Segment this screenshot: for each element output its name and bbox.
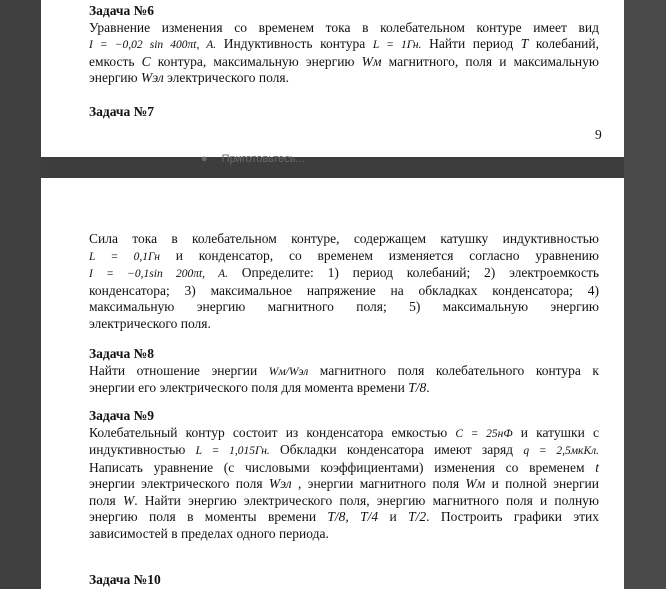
p9-symbol-W: W (122, 492, 135, 508)
p9-text: энергию поля в моменты времени (89, 509, 328, 524)
problem-9-heading: Задача №9 (89, 408, 154, 423)
p9-text: . Построить графики этих (426, 509, 599, 524)
right-scrollbar-area[interactable] (624, 0, 666, 589)
p8-text: Найти отношение энергии (89, 362, 269, 378)
p9-time-3: T/2 (408, 509, 427, 524)
problem-7-heading: Задача №7 (89, 104, 154, 119)
p9-symbol-Wm: Wм (465, 476, 486, 491)
p6-text: емкость (89, 53, 142, 69)
p9-text: Написать уравнение (с числовыми коэффициентами) изменения со временем (89, 459, 596, 475)
p6-symbol-Wm: Wм (361, 53, 382, 69)
p6-text: магнитного, поля и максимальную (381, 53, 599, 69)
p6-line1: Уравнение изменения со временем тока в колебательном контуре имеет вид (89, 19, 599, 35)
p9-time-2: T/4 (360, 509, 379, 524)
p9-text: , энергии магнитного поля (291, 476, 466, 491)
p6-text: колебаний, (528, 36, 599, 51)
p9-formula-charge: q = 2,5мкКл. (523, 445, 599, 457)
p8-time: T/8 (408, 380, 427, 395)
p9-formula-inductance: L = 1,015Гн. (195, 445, 270, 457)
page-number: 9 (595, 127, 602, 142)
p9-text: . Найти энергию электрического поля, энергию магнитного поля и полную (134, 492, 599, 508)
problem-8 (89, 346, 599, 397)
p7-text: и конденсатор, со временем изменяется согласно уравнению (159, 247, 599, 263)
document-page-top (41, 0, 624, 157)
p7-line: Сила тока в колебательном контуре, содержащем катушку индуктивностью (89, 231, 599, 246)
p6-symbol-T: T (520, 36, 529, 51)
p7-formula-current: I = −0,1sin 200πt, A. (89, 268, 229, 280)
p6-text: контура, максимальную энергию (150, 53, 362, 69)
problem-6-heading: Задача №6 (89, 3, 154, 18)
p6-text: Найти период (421, 36, 521, 51)
problem-8-heading: Задача №8 (89, 346, 154, 361)
p9-text: Колебательный контур состоит из конденсатора емкостью (89, 424, 456, 440)
p7-line: максимальную энергию магнитного поля; 5) максимальную энергию (89, 299, 599, 314)
p9-symbol-Wel: Wэл (268, 476, 292, 491)
p9-time-1: T/8, (327, 509, 349, 524)
problem-10-heading: Задача №10 (89, 572, 161, 587)
p6-text: энергию (89, 70, 141, 85)
p8-formula-ratio: Wм/Wэл (268, 365, 309, 378)
p6-symbol-Wel: Wэл (140, 70, 164, 85)
problem-7-text (89, 231, 599, 332)
p9-text: Обкладки конденсатора имеют заряд (269, 442, 524, 457)
p6-formula-current: I = −0,02 sin 400πt, A. (89, 39, 217, 51)
p8-text: . (426, 380, 430, 395)
p6-symbol-C: C (141, 53, 151, 69)
p8-text: энергии его электрического поля для момента времени (89, 380, 409, 395)
tooltip-text: Приготовьтесь... (221, 153, 305, 165)
p8-text: магнитного поля колебательного контура к (308, 362, 599, 378)
p9-text: индуктивностью (89, 442, 196, 457)
loading-tooltip (201, 153, 305, 165)
p6-text: Индуктивность контура (216, 36, 373, 51)
p9-text: и катушки с (512, 424, 599, 440)
p9-formula-capacitance: C = 25нФ (455, 427, 513, 440)
p7-line: электрического поля. (89, 315, 211, 331)
p6-text: электрического поля. (163, 70, 289, 85)
p9-text: поля (89, 492, 123, 508)
problem-6-text (89, 20, 599, 87)
p9-line: зависимостей в пределах одного периода. (89, 525, 329, 541)
tooltip-bullet-icon: ● (201, 153, 208, 165)
p7-text: Определите: 1) период колебаний; 2) электроемкость (228, 265, 599, 280)
page-gap (41, 153, 624, 178)
p9-text: энергии электрического поля (89, 476, 269, 491)
p6-formula-inductance: L = 1Гн. (372, 39, 422, 51)
left-margin (0, 0, 41, 589)
p9-text: и полной энергии (485, 476, 599, 491)
p7-formula-inductance: L = 0,1Гн (89, 250, 160, 263)
problem-9 (89, 408, 599, 542)
p9-text: и (378, 509, 409, 524)
document-page-bottom (41, 178, 624, 589)
p7-line: конденсатора; 3) максимальное напряжение на обкладках конденсатора; 4) (89, 282, 599, 298)
p9-symbol-t: t (595, 459, 599, 475)
problem-6 (89, 3, 599, 87)
